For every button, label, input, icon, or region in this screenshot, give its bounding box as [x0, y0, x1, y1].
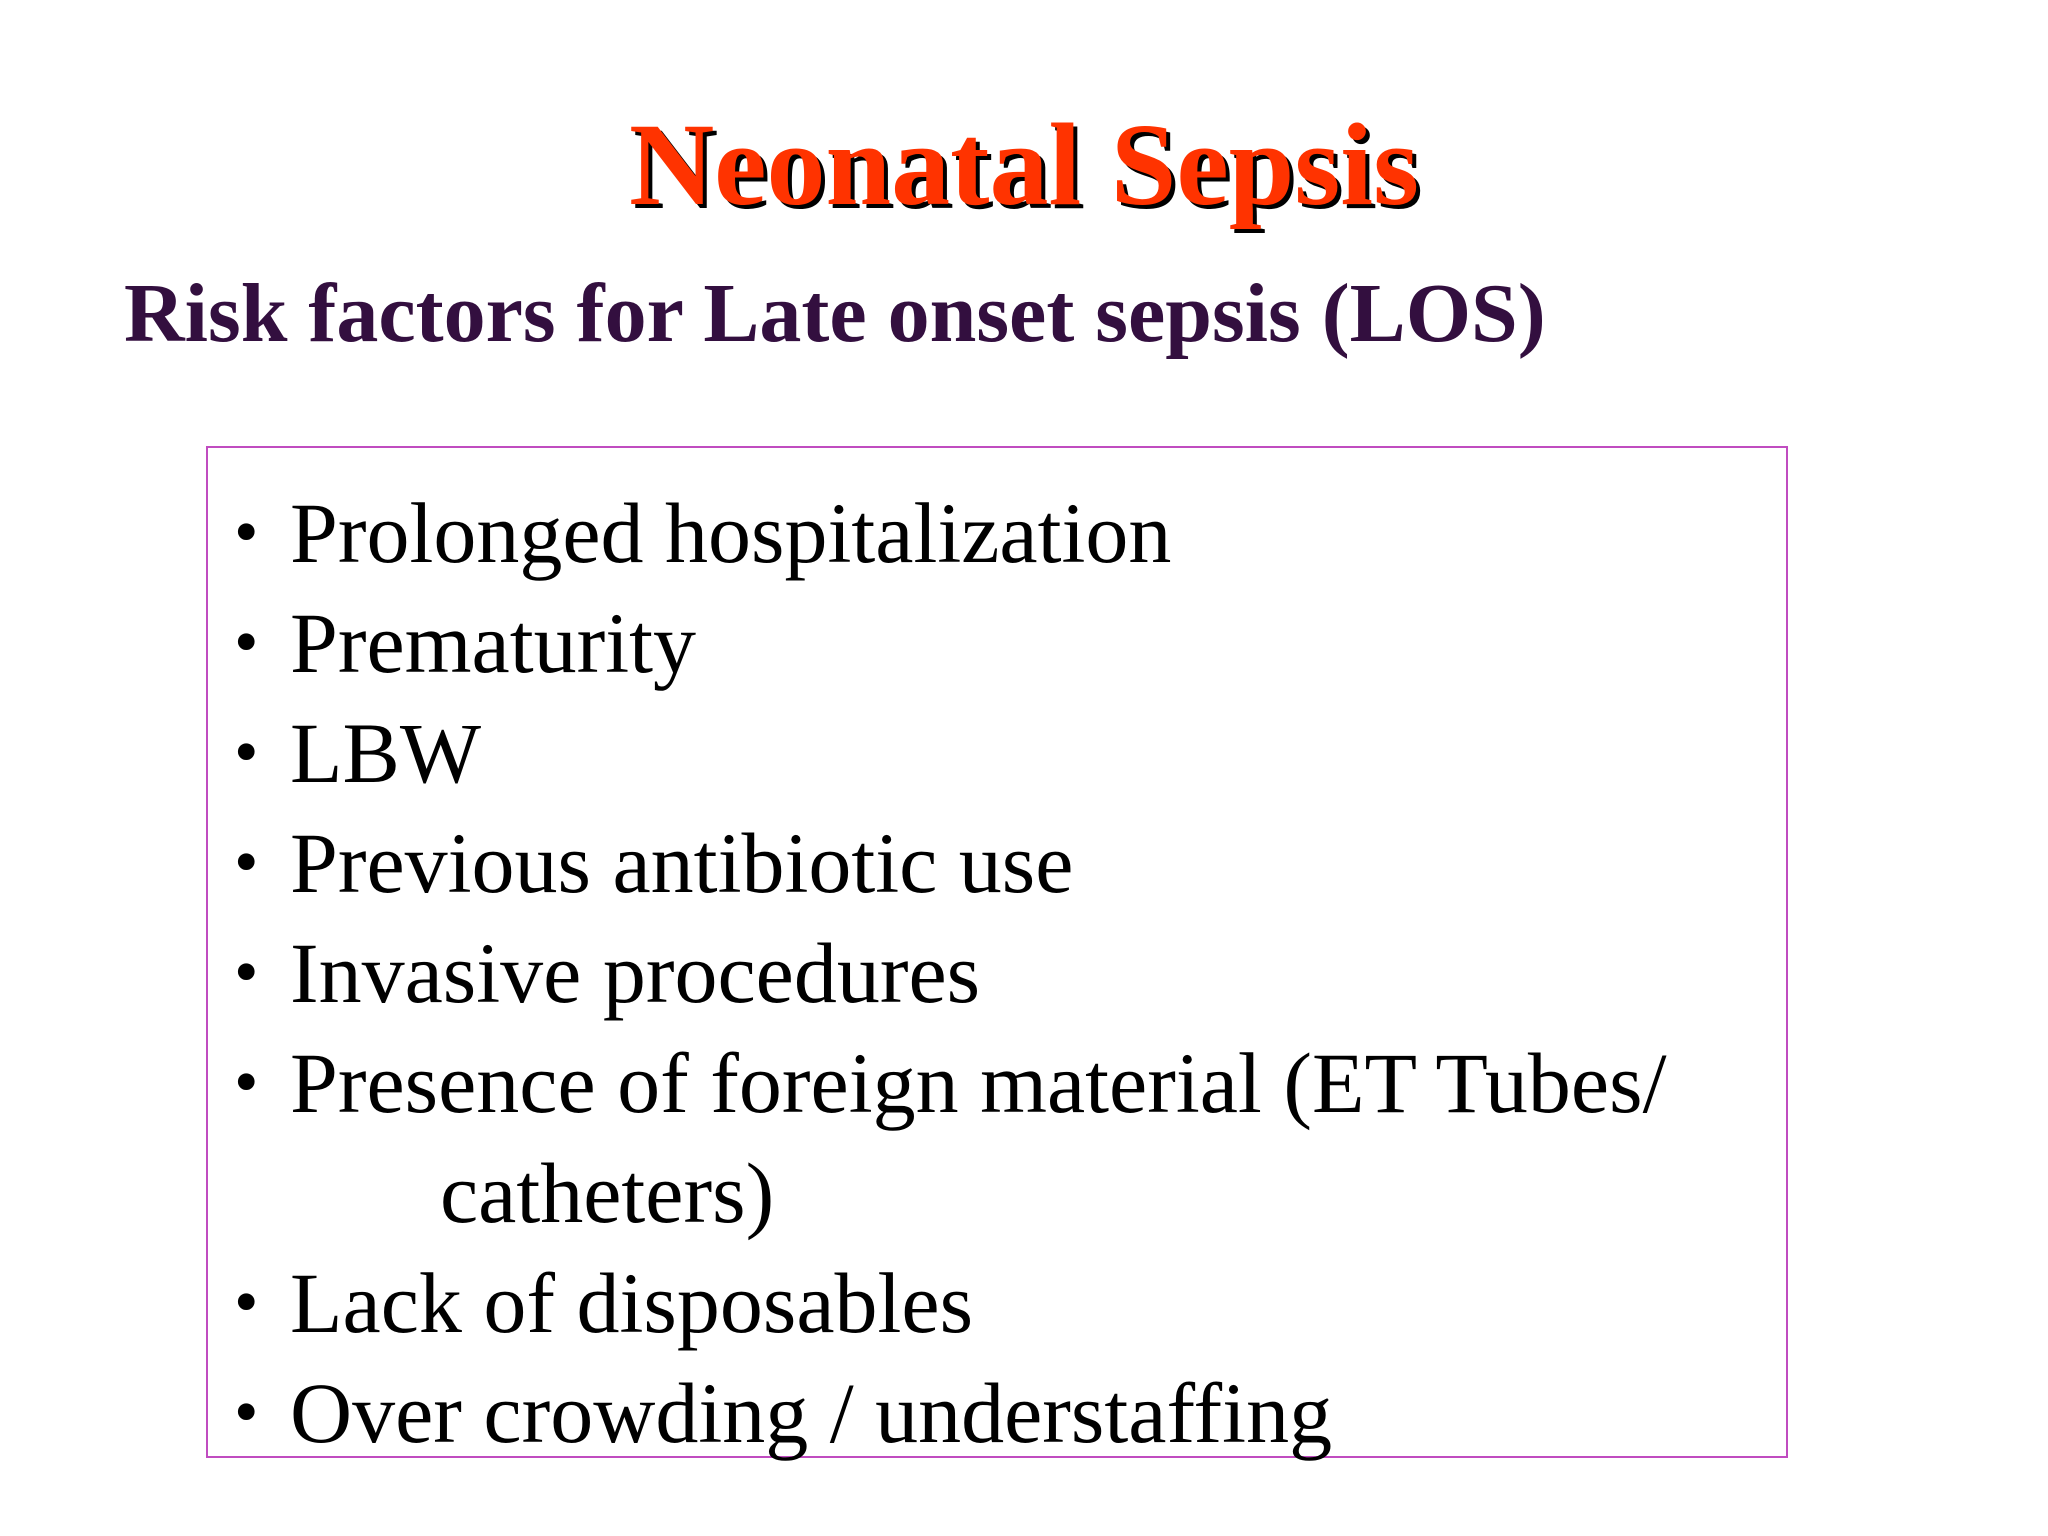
list-item-text: Previous antibiotic use [290, 815, 1074, 911]
list-item [228, 1358, 1768, 1468]
list-item-text: Over crowding / understaffing [290, 1365, 1333, 1461]
list-item [228, 478, 1768, 588]
bullet-icon: • [234, 1374, 259, 1451]
list-item [228, 698, 1768, 808]
list-item [228, 918, 1768, 1028]
risk-factors-box [206, 446, 1788, 1461]
list-item-text: LBW [290, 705, 482, 801]
bullet-icon: • [234, 824, 259, 901]
list-item [228, 1028, 1768, 1248]
bullet-icon: • [234, 494, 259, 571]
list-item-text: Lack of disposables [290, 1255, 974, 1351]
slide-subtitle: Risk factors for Late onset sepsis (LOS) [124, 267, 1546, 360]
list-item-text: Presence of foreign material (ET Tubes/ [290, 1035, 1667, 1131]
list-item [228, 808, 1768, 918]
slide-title: Neonatal Sepsis [628, 99, 1420, 230]
list-item-text: Prematurity [290, 595, 697, 691]
bullet-icon: • [234, 714, 259, 791]
list-item [228, 588, 1768, 698]
bullet-icon: • [234, 604, 259, 681]
list-item-continuation: catheters) [440, 1145, 775, 1241]
list-item-text: Invasive procedures [290, 925, 981, 1021]
list-item [228, 1248, 1768, 1358]
list-item-text: Prolonged hospitalization [290, 485, 1172, 581]
bullet-icon: • [234, 1044, 259, 1121]
risk-factors-list [228, 478, 1768, 1468]
bullet-icon: • [234, 934, 259, 1011]
bullet-icon: • [234, 1264, 259, 1341]
